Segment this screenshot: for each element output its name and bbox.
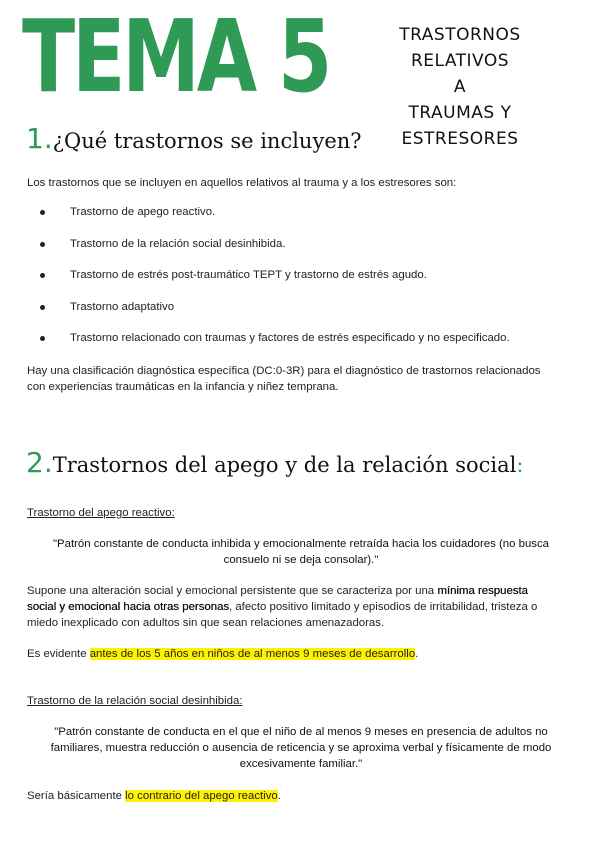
definition-quote: "Patrón constante de conducta en el que el niño de al menos 9 meses en presencia de adultos no familiares, muestra reducción o ausencia de reticencia y se aproxima verbal y físicamente de modo excesivamente familiar." [50,726,552,770]
highlighted-text: lo contrario del apego reactivo [125,790,278,802]
emphasis-text: mínima respuesta social y emocional hacia otras personas [27,585,528,613]
section-number: 2. [26,446,53,479]
description-text: , afecto positivo limitado y episodios de irritabilidad, tristeza o miedo inexplicado con adultos sin que sean relaciones amenazadoras. [27,601,538,629]
section-title: ¿Qué trastornos se incluyen? [52,129,362,153]
section-1-heading [26,122,362,155]
section-1-intro: Los trastornos que se incluyen en aquellos relativos al trauma y a los estresores son: [27,177,457,189]
description-text: Supone una alteración social y emocional persistente que se caracteriza por una [27,585,438,597]
section-2-heading [26,446,523,479]
bullet-icon [40,336,45,341]
list-item-text: Trastorno de estrés post-traumático TEPT y trastorno de estrés agudo. [70,269,427,281]
onset-text: Es evidente [27,648,90,660]
bullet-icon [40,305,45,310]
definition-quote: "Patrón constante de conducta inhibida y emocionalmente retraída hacia los cuidadores (no busca consuelo ni se deja consolar)." [52,538,550,566]
summary-text: . [277,790,281,802]
subtitle-line: TRASTORNOS RELATIVOS [399,25,521,71]
section-colon: : [516,453,524,477]
subtitle-line: TRAUMAS Y ESTRESORES [401,103,519,149]
summary-text: Sería básicamente [27,790,126,802]
list-item [27,298,567,330]
highlighted-text: antes de los 5 años en niños de al menos 9 meses de desarrollo [89,648,416,660]
summary-paragraph [27,788,557,804]
disorder-list [27,203,567,361]
section-number: 1. [26,122,53,155]
list-item-text: Trastorno de apego reactivo. [70,206,216,218]
list-item-text: Trastorno relacionado con traumas y factores de estrés especificado y no especificado. [70,332,510,344]
onset-paragraph [27,646,557,662]
subtitle-line: A [453,77,467,97]
page-title: TEMA 5 [22,0,330,115]
bullet-icon [40,242,45,247]
classification-note: Hay una clasificación diagnóstica específica (DC:0-3R) para el diagnóstico de trastornos relacionados con experiencias traumáticas en la infancia y niñez temprana. [27,365,541,393]
onset-text: . [415,648,419,660]
list-item [27,203,567,235]
bullet-icon [40,273,45,278]
list-item-text: Trastorno adaptativo [70,300,175,313]
list-item [27,266,567,298]
list-item-text: Trastorno de la relación social desinhibida. [70,237,286,250]
list-item [27,235,567,267]
page-subtitle [352,22,568,152]
section-title: Trastornos del apego y de la relación social [52,453,517,477]
list-item [27,329,567,361]
bullet-icon [40,210,45,215]
description-paragraph [27,583,559,631]
subsection-heading-reactive-attachment: Trastorno del apego reactivo: [27,507,175,519]
subsection-heading-disinhibited-social: Trastorno de la relación social desinhibida: [27,695,243,707]
